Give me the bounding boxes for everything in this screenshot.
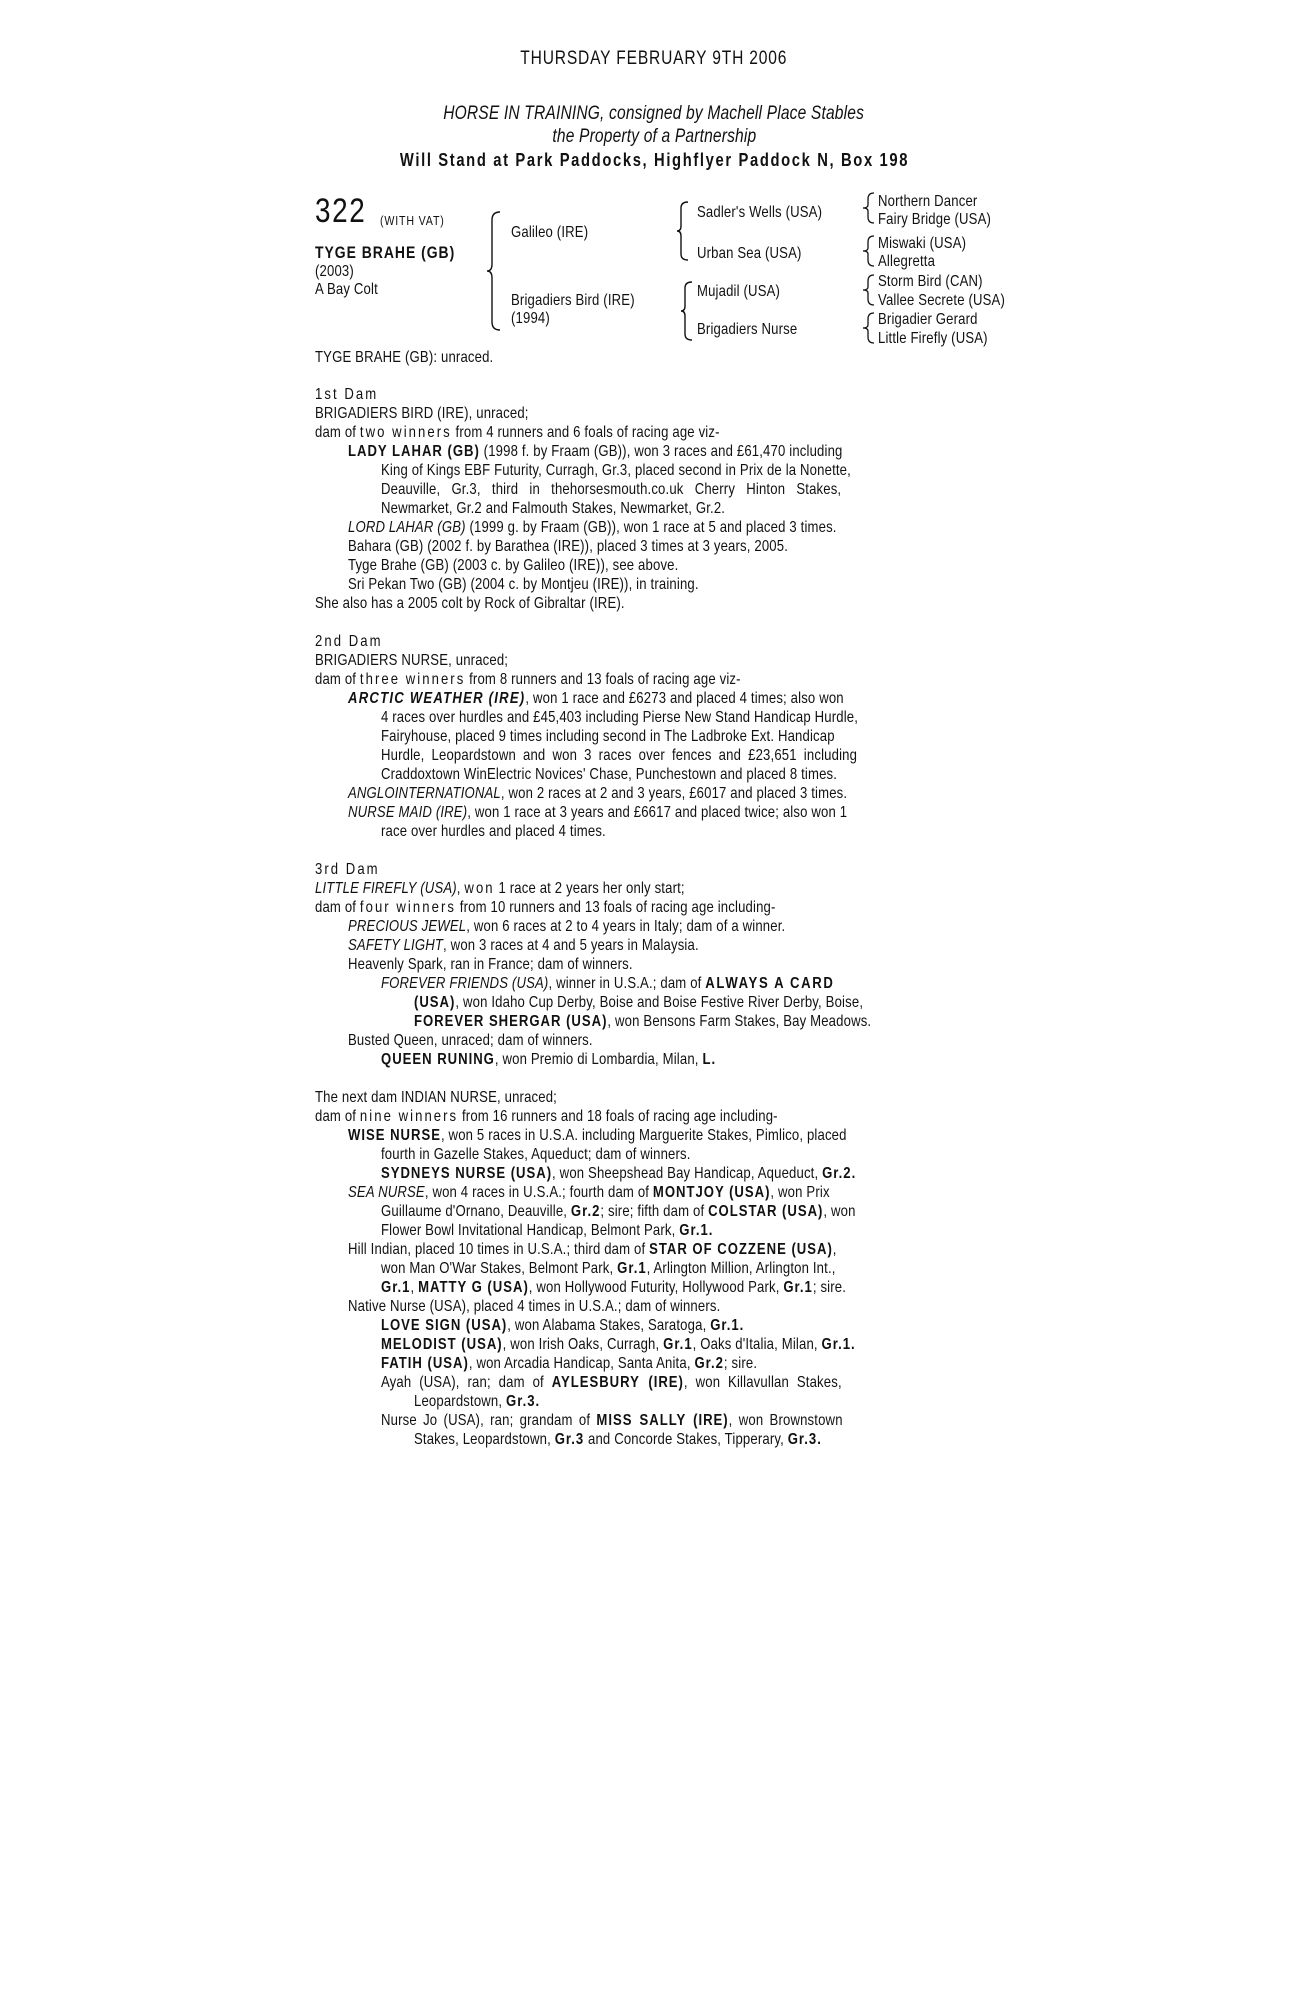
pedigree-brace-4c <box>862 273 876 307</box>
first-dam-name: BRIGADIERS BIRD (IRE), unraced; <box>315 405 529 422</box>
produce-sea-nurse: SEA NURSE, won 4 races in U.S.A.; fourth dam of MONTJOY (USA), won Prix <box>348 1184 830 1201</box>
sale-date: THURSDAY FEBRUARY 9TH 2006 <box>520 48 788 69</box>
produce-arctic-weather-line5: Craddoxtown WinElectric Novices' Chase, Punchestown and placed 8 times. <box>381 766 838 783</box>
produce-sea-nurse-line3: Flower Bowl Invitational Handicap, Belmont Park, Gr.1. <box>381 1222 714 1239</box>
consignment-title: HORSE IN TRAINING, consigned by Machell Place Stables <box>443 103 865 124</box>
horse-description: A Bay Colt <box>315 281 378 298</box>
dam-year: (1994) <box>511 310 550 327</box>
produce-lady-lahar: LADY LAHAR (GB) (1998 f. by Fraam (GB)), won 3 races and £61,470 including <box>348 443 843 460</box>
produce-safety-light: SAFETY LIGHT, won 3 races at 4 and 5 years in Malaysia. <box>348 937 699 954</box>
pedigree-brace-4b <box>862 234 876 268</box>
second-dam-summary: dam of three winners from 8 runners and 13 foals of racing age viz- <box>315 671 741 688</box>
sire-dam-dam: Allegretta <box>878 253 936 270</box>
dam-dam-dam: Little Firefly (USA) <box>878 330 988 347</box>
produce-queen-runing: QUEEN RUNING, won Premio di Lombardia, Milan, L. <box>381 1051 717 1068</box>
second-dam-name: BRIGADIERS NURSE, unraced; <box>315 652 509 669</box>
produce-arctic-weather-line3: Fairyhouse, placed 9 times including second in The Ladbroke Ext. Handicap <box>381 728 835 745</box>
dam-dam: Brigadiers Nurse <box>697 321 798 338</box>
sire-dam: Urban Sea (USA) <box>697 245 802 262</box>
produce-lady-lahar-line4: Newmarket, Gr.2 and Falmouth Stakes, Newmarket, Gr.2. <box>381 500 726 517</box>
produce-arctic-weather-line2: 4 races over hurdles and £45,403 including Pierse New Stand Handicap Hurdle, <box>381 709 859 726</box>
produce-precious-jewel: PRECIOUS JEWEL, won 6 races at 2 to 4 years in Italy; dam of a winner. <box>348 918 786 935</box>
pedigree-brace-dam <box>680 280 694 342</box>
produce-nurse-maid-line2: race over hurdles and placed 4 times. <box>381 823 606 840</box>
sire-sire-dam: Fairy Bridge (USA) <box>878 211 992 228</box>
produce-bahara: Bahara (GB) (2002 f. by Barathea (IRE)), placed 3 times at 3 years, 2005. <box>348 538 789 555</box>
produce-arctic-weather: ARCTIC WEATHER (IRE), won 1 race and £6273 and placed 4 times; also won <box>348 690 844 707</box>
vat-label: (WITH VAT) <box>380 213 445 228</box>
produce-wise-nurse: WISE NURSE, won 5 races in U.S.A. including Marguerite Stakes, Pimlico, placed <box>348 1127 847 1144</box>
produce-hill-indian-line2: won Man O'War Stakes, Belmont Park, Gr.1, Arlington Million, Arlington Int., <box>381 1260 836 1277</box>
produce-lady-lahar-line3: Deauville, Gr.3, third in thehorsesmouth.co.uk Cherry Hinton Stakes, <box>381 481 842 498</box>
third-dam-summary: dam of four winners from 10 runners and 13 foals of racing age including- <box>315 899 776 916</box>
lot-number: 322 <box>315 192 367 230</box>
produce-busted-queen: Busted Queen, unraced; dam of winners. <box>348 1032 593 1049</box>
produce-forever-friends-line3: FOREVER SHERGAR (USA), won Bensons Farm Stakes, Bay Meadows. <box>414 1013 872 1030</box>
fourth-dam-summary: dam of nine winners from 16 runners and 18 foals of racing age including- <box>315 1108 778 1125</box>
fourth-dam-name: The next dam INDIAN NURSE, unraced; <box>315 1089 557 1106</box>
produce-anglointernational: ANGLOINTERNATIONAL, won 2 races at 2 and 3 years, £6017 and placed 3 times. <box>348 785 848 802</box>
produce-forever-friends: FOREVER FRIENDS (USA), winner in U.S.A.; dam of ALWAYS A CARD <box>381 975 835 992</box>
produce-hill-indian-line3: Gr.1, MATTY G (USA), won Hollywood Futurity, Hollywood Park, Gr.1; sire. <box>381 1279 847 1296</box>
third-dam-name: LITTLE FIREFLY (USA), won 1 race at 2 years her only start; <box>315 880 685 897</box>
dam-dam-sire: Brigadier Gerard <box>878 311 978 328</box>
pedigree-brace-4a <box>862 191 876 225</box>
produce-nurse-jo-line2: Stakes, Leopardstown, Gr.3 and Concorde Stakes, Tipperary, Gr.3. <box>414 1431 822 1448</box>
sire-name: Galileo (IRE) <box>511 224 589 241</box>
produce-sri-pekan-two: Sri Pekan Two (GB) (2004 c. by Montjeu (IRE)), in training. <box>348 576 699 593</box>
ownership-line: the Property of a Partnership <box>552 126 756 147</box>
produce-arctic-weather-line4: Hurdle, Leopardstown and won 3 races over fences and £23,651 including <box>381 747 858 764</box>
sire-sire-sire: Northern Dancer <box>878 193 978 210</box>
produce-love-sign: LOVE SIGN (USA), won Alabama Stakes, Saratoga, Gr.1. <box>381 1317 745 1334</box>
sire-sire: Sadler's Wells (USA) <box>697 204 823 221</box>
produce-forever-friends-line2: (USA), won Idaho Cup Derby, Boise and Boise Festive River Derby, Boise, <box>414 994 864 1011</box>
produce-lord-lahar: LORD LAHAR (GB) (1999 g. by Fraam (GB)), won 1 race at 5 and placed 3 times. <box>348 519 837 536</box>
race-record: TYGE BRAHE (GB): unraced. <box>315 349 494 366</box>
produce-sydneys-nurse: SYDNEYS NURSE (USA), won Sheepshead Bay Handicap, Aqueduct, Gr.2. <box>381 1165 857 1182</box>
pedigree-brace-4d <box>862 311 876 345</box>
produce-nurse-jo: Nurse Jo (USA), ran; grandam of MISS SALLY (IRE), won Brownstown <box>381 1412 843 1429</box>
produce-sea-nurse-line2: Guillaume d'Ornano, Deauville, Gr.2; sire; fifth dam of COLSTAR (USA), won <box>381 1203 856 1220</box>
produce-ayah: Ayah (USA), ran; dam of AYLESBURY (IRE), won Killavullan Stakes, <box>381 1374 842 1391</box>
first-dam-heading: 1st Dam <box>315 386 379 403</box>
produce-lady-lahar-line2: King of Kings EBF Futurity, Curragh, Gr.3, placed second in Prix de la Nonette, <box>381 462 851 479</box>
pedigree-brace-main <box>486 210 502 332</box>
produce-heavenly-spark: Heavenly Spark, ran in France; dam of winners. <box>348 956 633 973</box>
foaling-year: (2003) <box>315 263 354 280</box>
produce-native-nurse: Native Nurse (USA), placed 4 times in U.S.A.; dam of winners. <box>348 1298 721 1315</box>
horse-name: TYGE BRAHE (GB) <box>315 243 456 262</box>
produce-melodist: MELODIST (USA), won Irish Oaks, Curragh, Gr.1, Oaks d'Italia, Milan, Gr.1. <box>381 1336 856 1353</box>
produce-hill-indian: Hill Indian, placed 10 times in U.S.A.; third dam of STAR OF COZZENE (USA), <box>348 1241 837 1258</box>
produce-fatih: FATIH (USA), won Arcadia Handicap, Santa Anita, Gr.2; sire. <box>381 1355 758 1372</box>
dam-sire-sire: Storm Bird (CAN) <box>878 273 983 290</box>
third-dam-heading: 3rd Dam <box>315 861 380 878</box>
dam-sire: Mujadil (USA) <box>697 283 781 300</box>
produce-tyge-brahe: Tyge Brahe (GB) (2003 c. by Galileo (IRE)), see above. <box>348 557 679 574</box>
pedigree-brace-sire <box>676 200 690 262</box>
sire-dam-sire: Miswaki (USA) <box>878 235 967 252</box>
produce-ayah-line2: Leopardstown, Gr.3. <box>414 1393 541 1410</box>
dam-sire-dam: Vallee Secrete (USA) <box>878 292 1005 309</box>
first-dam-foal-note: She also has a 2005 colt by Rock of Gibraltar (IRE). <box>315 595 625 612</box>
produce-wise-nurse-line2: fourth in Gazelle Stakes, Aqueduct; dam of winners. <box>381 1146 691 1163</box>
produce-nurse-maid: NURSE MAID (IRE), won 1 race at 3 years and £6617 and placed twice; also won 1 <box>348 804 848 821</box>
dam-name: Brigadiers Bird (IRE) <box>511 292 635 309</box>
stabling-line: Will Stand at Park Paddocks, Highflyer Paddock N, Box 198 <box>399 150 909 170</box>
second-dam-heading: 2nd Dam <box>315 633 383 650</box>
first-dam-summary: dam of two winners from 4 runners and 6 foals of racing age viz- <box>315 424 720 441</box>
